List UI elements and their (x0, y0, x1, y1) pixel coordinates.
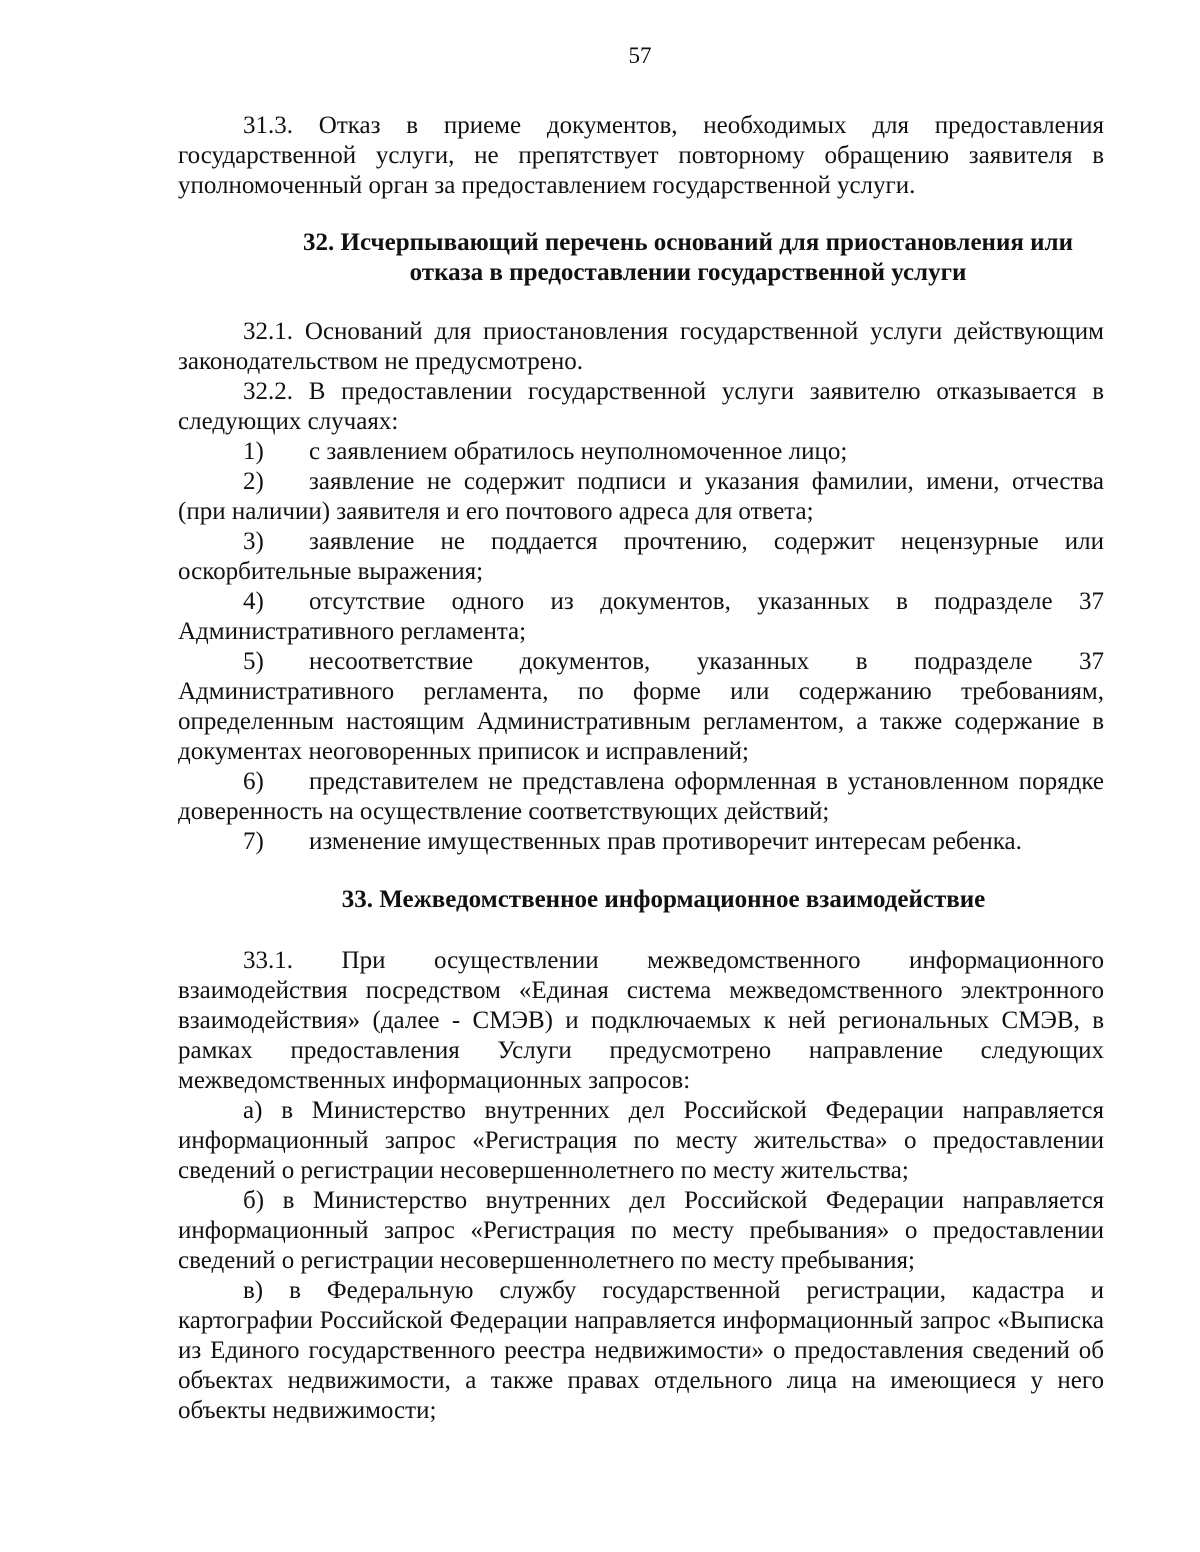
list-item (178, 437, 1104, 467)
interagency-requests-list (178, 1096, 1104, 1426)
list-item-text: с заявлением обратилось неуполномоченное лицо; (309, 438, 848, 465)
list-item-number: 6) (243, 768, 264, 795)
list-item (178, 647, 1104, 767)
section-32-heading-line-1: 32. Исчерпывающий перечень оснований для приостановления или (303, 229, 1073, 256)
paragraph-31-3: 31.3. Отказ в приеме документов, необходимых для предоставления государственной услуги, не препятствует повторному обращению заявителя в уполномоченный орган за предоставлением государственной услуги. (178, 112, 1104, 199)
list-item (178, 467, 1104, 527)
list-item (178, 587, 1104, 647)
list-item (178, 827, 1104, 857)
section-32-heading-line-2: отказа в предоставлении государственной услуги (409, 259, 967, 286)
list-item-number: 1) (243, 438, 264, 465)
list-item-text: отсутствие одного из документов, указанных в подразделе 37 Административного регламента; (178, 588, 1104, 645)
paragraph-33-1: 33.1. При осуществлении межведомственного информационного взаимодействия посредством «Единая система межведомственного электронного взаимодействия» (далее - СМЭВ) и подключаемых к ней региональных СМЭВ, в рамках предоставления Услуги предусмотрено направление следующих межведомственных информационных запросов: (178, 947, 1104, 1094)
list-item-number: 4) (243, 588, 264, 615)
list-item-number: 5) (243, 648, 264, 675)
section-33-heading: 33. Межведомственное информационное взаимодействие (341, 886, 986, 913)
list-item-number: 2) (243, 468, 264, 495)
list-item-number: 7) (243, 828, 264, 855)
paragraph-32-1: 32.1. Оснований для приостановления государственной услуги действующим законодательством не предусмотрено. (178, 318, 1104, 375)
list-item-text: несоответствие документов, указанных в подразделе 37 Административного регламента, по форме или содержанию требованиям, определенным настоящим Административным регламентом, а также содержание в документах неоговоренных приписок и исправлений; (178, 648, 1104, 765)
list-item (178, 767, 1104, 827)
refusal-grounds-list (178, 437, 1104, 857)
list-item (178, 527, 1104, 587)
list-item-number: 3) (243, 528, 264, 555)
section-32-heading (178, 228, 1104, 288)
page-number: 57 (628, 43, 652, 68)
paragraph-32-2: 32.2. В предоставлении государственной услуги заявителю отказывается в следующих случаях: (178, 378, 1104, 435)
list-item-text: представителем не представлена оформленная в установленном порядке доверенность на осуществление соответствующих действий; (178, 768, 1104, 825)
list-item: в) в Федеральную службу государственной регистрации, кадастра и картографии Российской Федерации направляется информационный запрос «Выписка из Единого государственного реестра недвижимости» о предоставления сведений об объектах недвижимости, а также правах отдельного лица на имеющиеся у него объекты недвижимости; (178, 1277, 1104, 1424)
list-item-text: заявление не поддается прочтению, содержит нецензурные или оскорбительные выражения; (178, 528, 1104, 585)
list-item-text: заявление не содержит подписи и указания фамилии, имени, отчества (при наличии) заявителя и его почтового адреса для ответа; (178, 468, 1104, 525)
list-item: б) в Министерство внутренних дел Российской Федерации направляется информационный запрос «Регистрация по месту пребывания» о предоставлении сведений о регистрации несовершеннолетнего по месту пребывания; (178, 1187, 1104, 1274)
list-item-text: изменение имущественных прав противоречит интересам ребенка. (309, 828, 1022, 855)
document-body (178, 111, 1104, 1426)
list-item: а) в Министерство внутренних дел Российской Федерации направляется информационный запрос «Регистрация по месту жительства» о предоставлении сведений о регистрации несовершеннолетнего по месту жительства; (178, 1097, 1104, 1184)
